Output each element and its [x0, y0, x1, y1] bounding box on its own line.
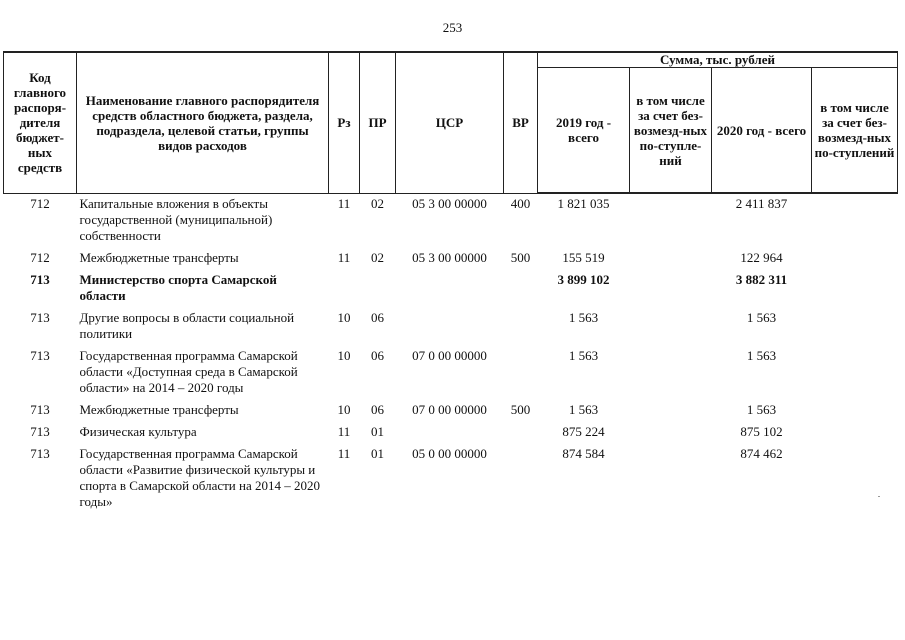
cell-2019-total: 155 519: [562, 249, 605, 265]
cell-2019-grant: [630, 422, 712, 444]
cell-name: Министерство спорта Самарской области: [79, 271, 277, 303]
cell-2020-total: 1 563: [746, 309, 777, 325]
cell-2020-grant: [812, 308, 898, 346]
cell-2019-total: 3 899 102: [557, 271, 610, 287]
header-csr: ЦСР: [396, 52, 504, 193]
header-pr: ПР: [360, 52, 396, 193]
cell-2019-grant: [630, 193, 712, 248]
header-2020-total: 2020 год - всего: [712, 68, 812, 194]
cell-pr: 06: [371, 309, 384, 325]
cell-csr: [396, 422, 504, 444]
cell-name: Физическая культура: [79, 423, 197, 439]
cell-2019-grant: [630, 270, 712, 308]
cell-pr: 01: [371, 445, 384, 461]
cell-name: Межбюджетные трансферты: [79, 249, 239, 265]
cell-2019-grant: [630, 444, 712, 514]
cell-csr: [396, 308, 504, 346]
cell-code: 713: [30, 401, 50, 417]
cell-vr: [504, 444, 538, 514]
cell-vr: [504, 270, 538, 308]
cell-2019-grant: [630, 248, 712, 270]
cell-csr: 05 0 00 00000: [412, 445, 487, 461]
table-row: [4, 193, 898, 248]
cell-vr: [504, 346, 538, 400]
table-row: [4, 444, 898, 514]
cell-2020-total: 874 462: [740, 445, 783, 461]
cell-vr: 500: [510, 401, 531, 417]
cell-2019-grant: [630, 400, 712, 422]
header-name: Наименование главного распорядителя средств областного бюджета, раздела, подраздела, целевой статьи, группы видов расходов: [77, 52, 329, 193]
cell-code: 713: [30, 271, 50, 287]
cell-csr: 07 0 00 00000: [412, 347, 487, 363]
table-row: [4, 400, 898, 422]
cell-rz: [329, 270, 360, 308]
cell-code: 712: [30, 249, 50, 265]
cell-2019-total: 1 821 035: [557, 196, 610, 211]
cell-2020-grant: [812, 346, 898, 400]
cell-name: Государственная программа Самарской области «Развитие физической культуры и спорта в Самарской области на 2014 – 2020 годы»: [79, 445, 320, 509]
cell-rz: 11: [337, 423, 351, 439]
header-code: Код главного распоря-дителя бюджет-ных средств: [4, 52, 77, 193]
cell-2019-total: 1 563: [568, 347, 599, 363]
header-vr: ВР: [504, 52, 538, 193]
cell-name: Капитальные вложения в объекты государственной (муниципальной) собственности: [79, 195, 273, 243]
table-row: [4, 248, 898, 270]
budget-table: [3, 51, 898, 514]
cell-2020-grant: [812, 270, 898, 308]
cell-2019-total: 1 563: [568, 309, 599, 325]
header-2019-total: 2019 год - всего: [538, 68, 630, 194]
cell-2020-total: 1 563: [746, 347, 777, 363]
cell-code: 712: [30, 195, 50, 211]
table-body: [4, 193, 898, 514]
cell-2020-grant: [812, 444, 898, 514]
cell-csr: 05 3 00 00000: [412, 195, 487, 211]
cell-2020-total: 1 563: [746, 401, 777, 417]
cell-pr: 01: [371, 423, 384, 439]
cell-rz: 11: [337, 445, 351, 461]
cell-2020-grant: [812, 193, 898, 248]
cell-2019-grant: [630, 308, 712, 346]
header-2020-grant: в том числе за счет без-возмезд-ных по-ступлений: [812, 68, 898, 194]
scan-speck: [878, 496, 880, 497]
cell-name: Межбюджетные трансферты: [79, 401, 239, 417]
cell-2019-total: 875 224: [562, 423, 605, 439]
cell-vr: [504, 422, 538, 444]
cell-2020-total: 2 411 837: [735, 196, 788, 211]
cell-2019-grant: [630, 346, 712, 400]
cell-code: 713: [30, 423, 50, 439]
cell-vr: 500: [510, 249, 531, 265]
table-row: [4, 422, 898, 444]
cell-csr: [396, 270, 504, 308]
cell-name: Другие вопросы в области социальной политики: [79, 309, 295, 341]
cell-vr: 400: [510, 195, 531, 211]
cell-pr: [360, 270, 396, 308]
header-rz: Рз: [329, 52, 360, 193]
cell-rz: 11: [337, 249, 351, 265]
table-row: [4, 308, 898, 346]
cell-vr: [504, 308, 538, 346]
cell-rz: 10: [337, 309, 351, 325]
cell-2020-total: 875 102: [740, 423, 783, 439]
cell-2020-grant: [812, 400, 898, 422]
cell-csr: 05 3 00 00000: [412, 249, 487, 265]
cell-2020-total: 122 964: [740, 249, 783, 265]
cell-code: 713: [30, 309, 50, 325]
cell-rz: 11: [337, 195, 351, 211]
cell-code: 713: [30, 445, 50, 461]
table-row: [4, 346, 898, 400]
cell-csr: 07 0 00 00000: [412, 401, 487, 417]
header-sum-title: Сумма, тыс. рублей: [538, 52, 898, 68]
cell-rz: 10: [337, 347, 351, 363]
cell-2019-total: 874 584: [562, 445, 605, 461]
cell-2020-grant: [812, 422, 898, 444]
header-2019-grant: в том числе за счет без-возмезд-ных по-ступле-ний: [630, 68, 712, 194]
page-number: 253: [442, 20, 463, 35]
cell-pr: 02: [371, 195, 384, 211]
table-row: [4, 270, 898, 308]
table-header: [4, 52, 898, 193]
cell-pr: 06: [371, 347, 384, 363]
cell-2019-total: 1 563: [568, 401, 599, 417]
cell-name: Государственная программа Самарской области «Доступная среда в Самарской области» на 2014 – 2020 годы: [79, 347, 298, 395]
cell-rz: 10: [337, 401, 351, 417]
cell-2020-total: 3 882 311: [735, 271, 788, 287]
cell-pr: 02: [371, 249, 384, 265]
cell-code: 713: [30, 347, 50, 363]
cell-pr: 06: [371, 401, 384, 417]
cell-2020-grant: [812, 248, 898, 270]
